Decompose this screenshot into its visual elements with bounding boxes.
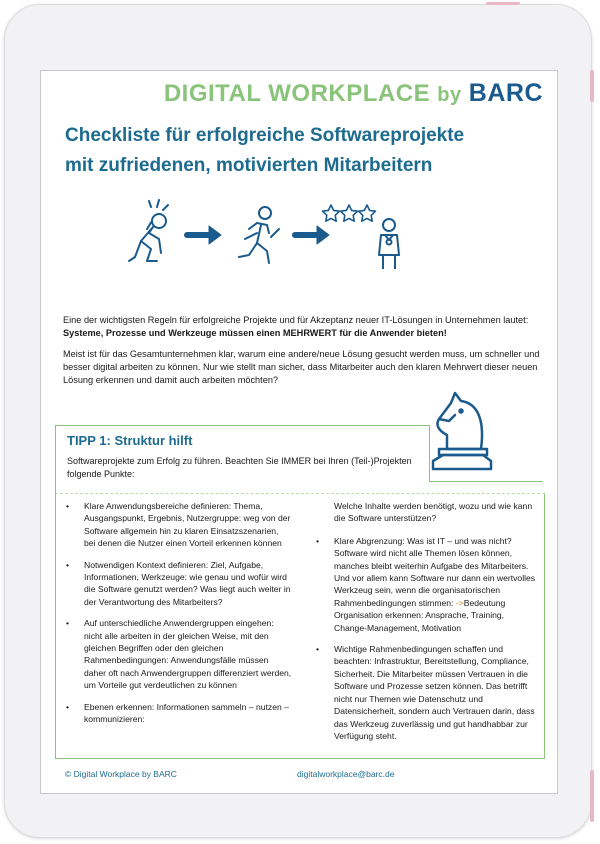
intro-p1-emphasis: Systeme, Prozesse und Werkzeuge müssen einen MEHRWERT für die Anwender bieten! bbox=[63, 328, 447, 338]
tip-intro: Softwareprojekte zum Erfolg zu führen. Beachten Sie IMMER bei Ihren (Teil-)Projekten folgende Punkte: bbox=[67, 456, 412, 479]
list-item: • Klare Anwendungsbereiche definieren: Thema, Ausgangspunkt, Ergebnis, Nutzergruppe: weg von der Software allgemein hin zu klaren Einsatzszenarien, bei denen die Nutzer einen Vorteil erkennen können bbox=[60, 500, 292, 550]
tip-columns bbox=[55, 493, 545, 759]
illustration bbox=[121, 199, 441, 269]
brand-name: DIGITAL WORKPLACE bbox=[163, 80, 431, 107]
tip-title: TIPP 1: Struktur hilft bbox=[67, 433, 193, 448]
intro-p1-text: Eine der wichtigsten Regeln für erfolgreiche Projekte und für Akzeptanz neuer IT-Lösungen in Unternehmen lautet: bbox=[63, 315, 529, 325]
left-column bbox=[60, 500, 292, 735]
document-page bbox=[40, 70, 558, 794]
list-item-text: Klare Abgrenzung: Was ist IT – und was nicht? Software wird nicht alle Themen lösen können, manches bleibt weiterhin Aufgabe des Mitarbeiters. Und vor allem kann Software nur dann ein wertvolles Werkzeug sein, wenn die organisatorischen Rahmenbedingungen stimmen: bbox=[334, 535, 536, 608]
tablet-top-button bbox=[486, 2, 520, 5]
award-person-icon bbox=[379, 219, 399, 269]
stars-icon bbox=[323, 205, 376, 221]
footer-copyright: © Digital Workplace by BARC bbox=[65, 769, 177, 779]
list-item: • Ebenen erkennen: Informationen sammeln – nutzen – kommunizieren: bbox=[60, 701, 292, 726]
arrow-symbol: -> bbox=[455, 597, 464, 608]
intro-paragraph-2: Meist ist für das Gesamtunternehmen klar, warum eine andere/neue Lösung gesucht werden muss, um schneller und besser digital arbeiten zu können. Nur wie stellt man sicher, dass Mitarbeiter auch den klaren Mehrwert dieser neuen Lösung erkennen und damit auch arbeiten möchten? bbox=[63, 349, 540, 385]
tablet-side-button-top bbox=[590, 70, 594, 102]
tablet-side-button-bottom bbox=[590, 770, 594, 822]
brand-company: BARC bbox=[468, 79, 543, 107]
running-person-icon bbox=[239, 207, 279, 263]
list-item-continuation: Welche Inhalte werden benötigt, wozu und wie kann die Software unterstützen? bbox=[334, 501, 533, 524]
brand-logo bbox=[164, 79, 543, 108]
arrow-right-icon bbox=[295, 226, 329, 244]
title-line-1: Checkliste für erfolgreiche Softwareprojekte bbox=[65, 125, 465, 146]
footer-email[interactable]: digitalworkplace@barc.de bbox=[297, 769, 395, 779]
intro-paragraph-1 bbox=[63, 314, 543, 340]
list-item: • Notwendigen Kontext definieren: Ziel, Aufgabe, Informationen, Werkzeuge: wie genau und wofür wird die Software genutzt werden? Was liegt auch weiter in der Verantwortung des Mitarbeiters? bbox=[60, 559, 292, 609]
tip-divider-horizontal bbox=[429, 481, 543, 482]
list-item-text: Bedeutung Organisation erkennen: Ansprache, Training, Change-Management, Motivation bbox=[334, 597, 506, 633]
list-item bbox=[310, 535, 538, 634]
page-title bbox=[65, 121, 535, 181]
intro-text bbox=[63, 314, 543, 395]
tip-divider-vertical bbox=[429, 425, 430, 481]
title-line-2: mit zufriedenen, motivierten Mitarbeitern bbox=[65, 155, 433, 176]
arrow-right-icon bbox=[187, 226, 221, 244]
list-item: • Wichtige Rahmenbedingungen schaffen und beachten: Infrastruktur, Bereitstellung, Compliance, Sicherheit. Die Mitarbeiter müssen Vertrauen in die Software und Prozesse setzen können. Das betrifft nicht nur Themen wie Datenschutz und Datensicherheit, sondern auch Vertrauen darin, dass das Werkzeug zuverlässig und gut handhabbar zur Verfügung steht. bbox=[310, 643, 538, 742]
stressed-person-icon bbox=[129, 200, 168, 261]
right-column bbox=[310, 500, 538, 751]
brand-by: by bbox=[437, 84, 462, 106]
chess-knight-icon bbox=[425, 389, 497, 479]
list-item: • Auf unterschiedliche Anwendergruppen eingehen: nicht alle arbeiten in der gleichen Weise, mit den gleichen Begriffen oder den gleichen Rahmenbedingungen: Anwendungsfälle müssen daher oft nach Anwendergruppen differenziert werden, um Vorteile gut verdeutlichen zu können bbox=[60, 617, 292, 691]
